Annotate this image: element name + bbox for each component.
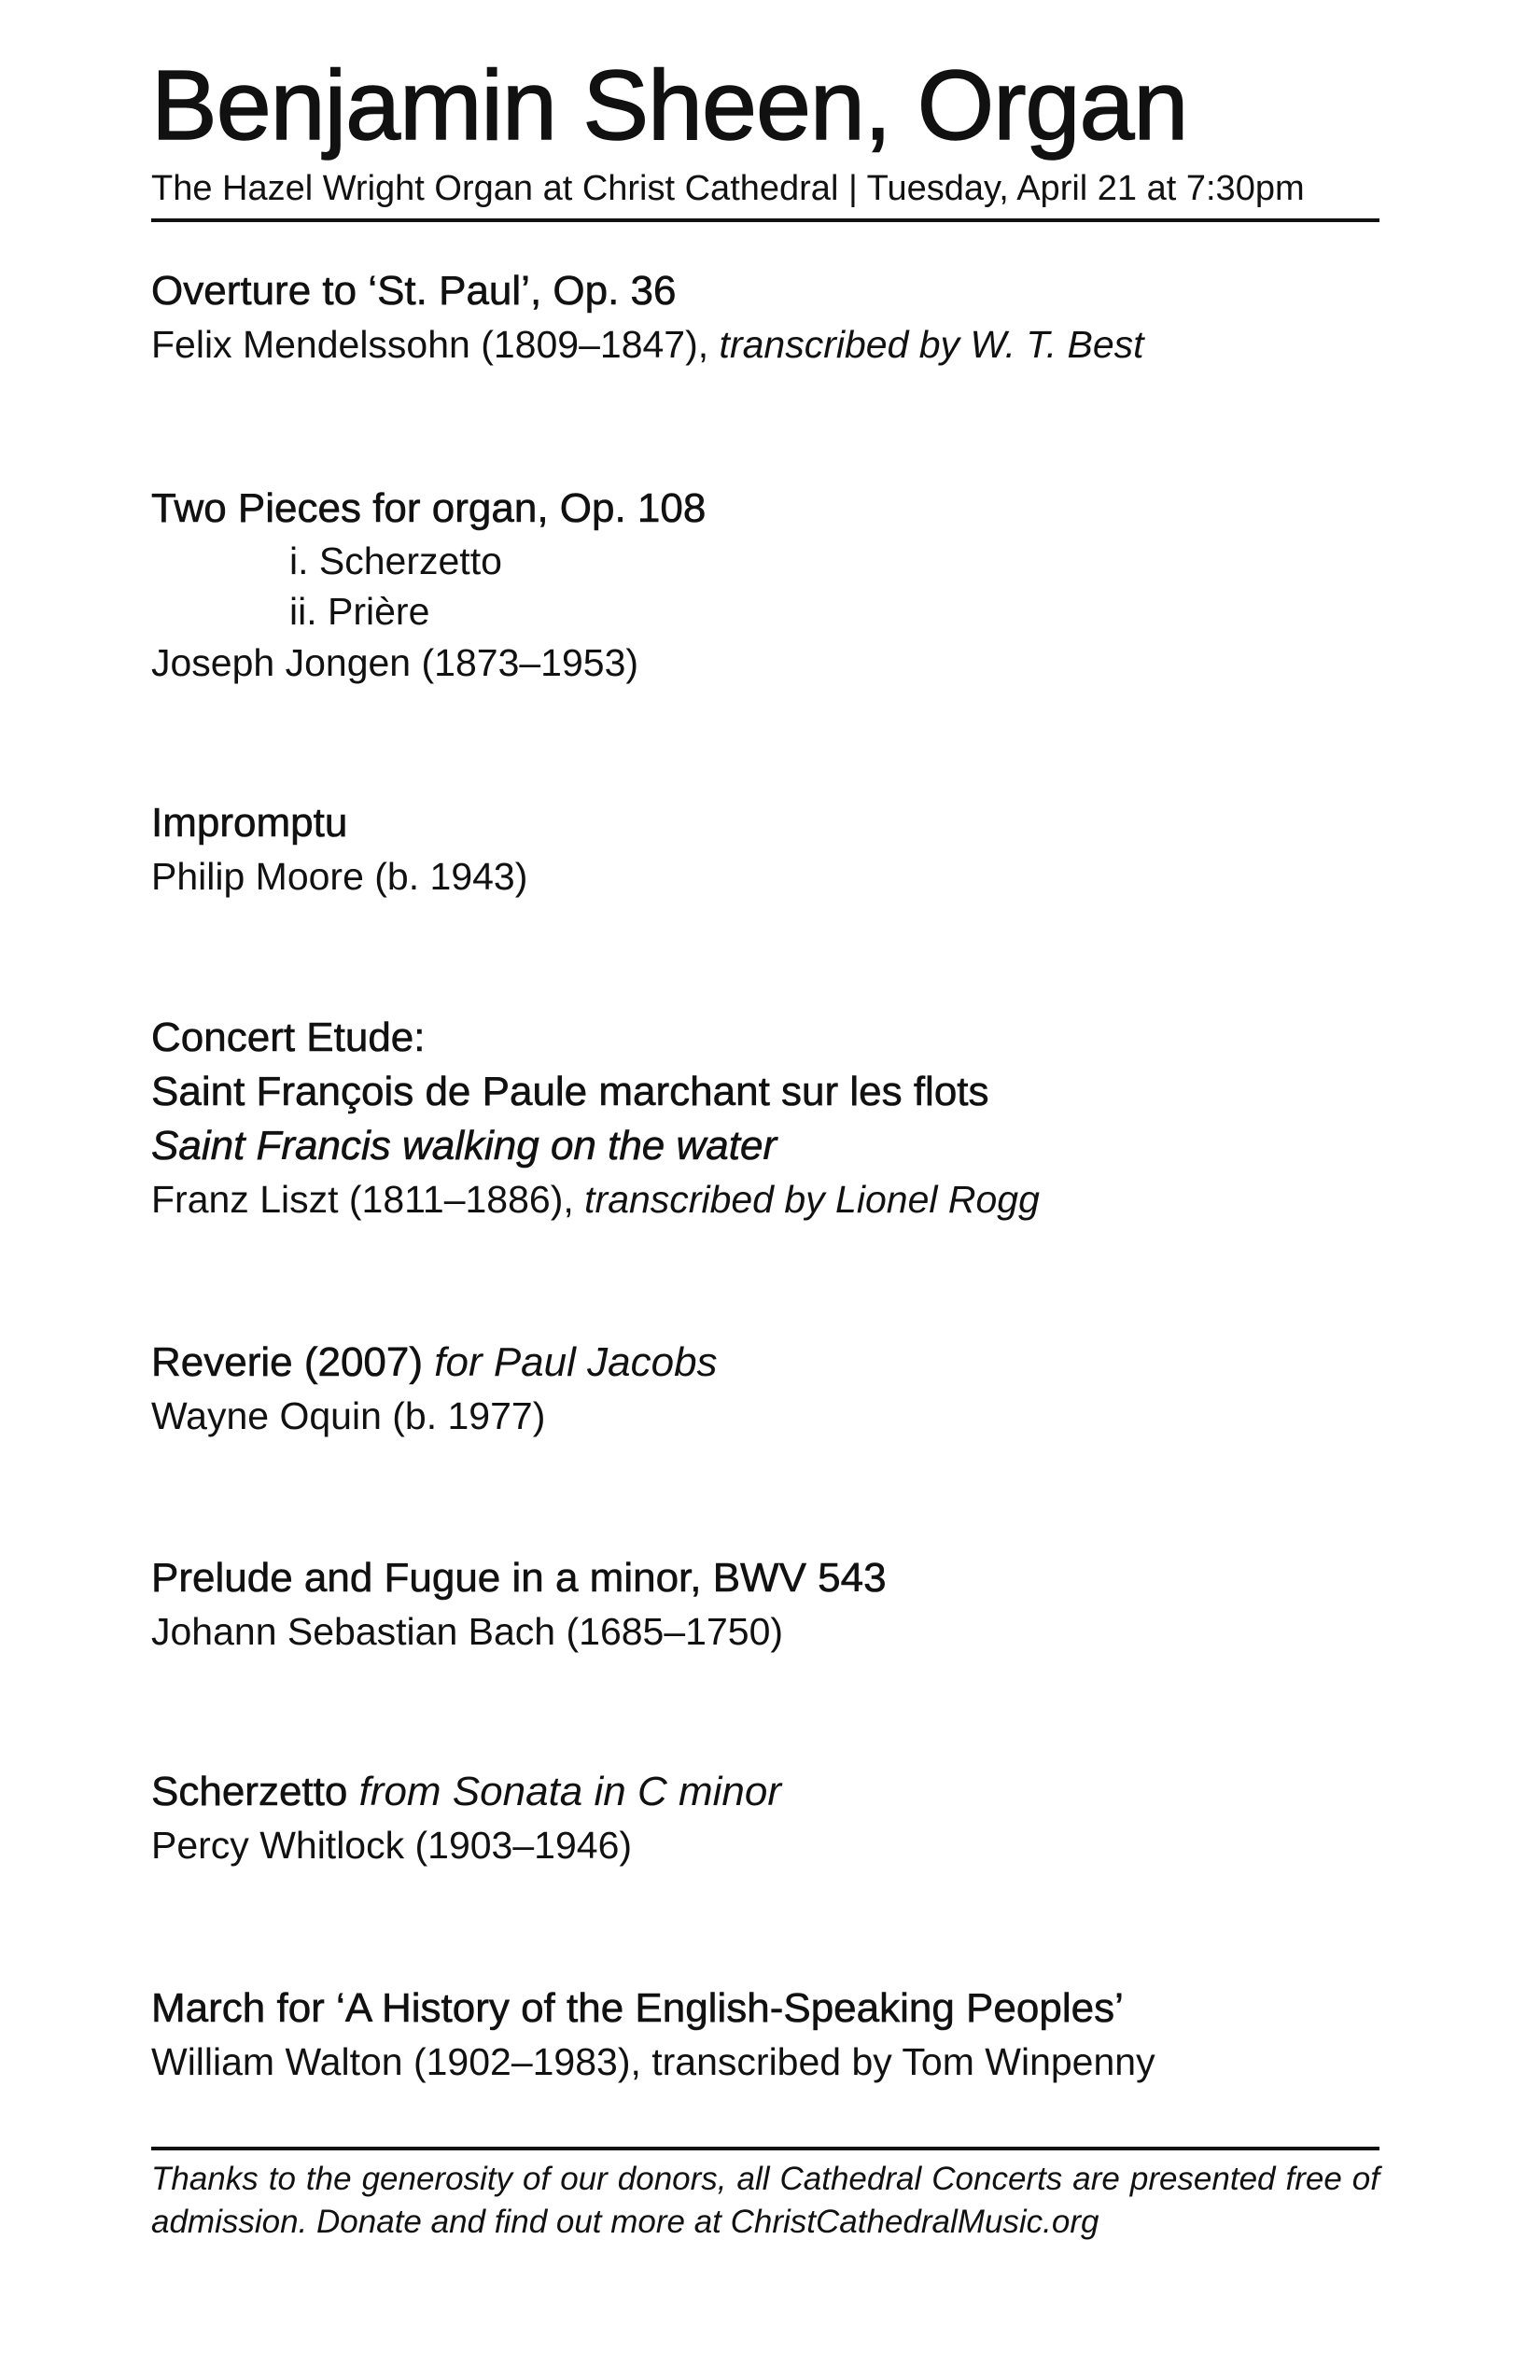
- source-note: from Sonata in C minor: [358, 1769, 781, 1814]
- piece-title: Impromptu: [151, 800, 348, 846]
- piece-title-line: [151, 1765, 1379, 1819]
- header-divider: [151, 218, 1379, 222]
- movement-item: ii. Prière: [289, 590, 430, 633]
- piece-title: Reverie (2007): [151, 1339, 424, 1385]
- composer-name: Franz Liszt (1811–1886),: [151, 1178, 585, 1221]
- piece-title: Overture to ‘St. Paul’, Op. 36: [151, 268, 677, 314]
- composer-name: Percy Whitlock (1903–1946): [151, 1824, 633, 1867]
- composer-line: [151, 1173, 1379, 1225]
- piece-title: Two Pieces for organ, Op. 108: [151, 485, 707, 531]
- transcription-note: transcribed by Lionel Rogg: [584, 1178, 1040, 1221]
- program-item-mendelssohn: [151, 264, 1379, 371]
- footer-note: Thanks to the generosity of our donors, all Cathedral Concerts are presented free of admission. Donate and find out more at ChristCathedralMusic.org: [151, 2161, 1379, 2240]
- piece-title-translation: Saint Francis walking on the water: [151, 1123, 777, 1169]
- concert-details: The Hazel Wright Organ at Christ Cathedral | Tuesday, April 21 at 7:30pm: [151, 169, 1305, 208]
- piece-title: March for ‘A History of the English-Speaking Peoples’: [151, 1985, 1124, 2031]
- page-title: Benjamin Sheen, Organ: [151, 50, 1188, 161]
- program-item-walton: [151, 1981, 1379, 2088]
- program-item-whitlock: [151, 1765, 1379, 1871]
- dedication-note: for Paul Jacobs: [434, 1339, 718, 1385]
- program-sheet: [151, 50, 1379, 222]
- piece-title-line: Saint François de Paule marchant sur les flots: [151, 1069, 989, 1114]
- piece-title: Scherzetto: [151, 1769, 348, 1814]
- piece-title-line: Concert Etude:: [151, 1015, 426, 1060]
- program-item-moore: [151, 796, 1379, 903]
- transcription-note: transcribed by W. T. Best: [719, 323, 1144, 366]
- piece-title-line: [151, 1336, 1379, 1390]
- composer-name: William Walton (1902–1983), transcribed by Tom Winpenny: [151, 2040, 1155, 2083]
- program-item-oquin: [151, 1336, 1379, 1442]
- composer-name: Joseph Jongen (1873–1953): [151, 641, 639, 684]
- movement-item: i. Scherzetto: [289, 539, 502, 582]
- composer-name: Johann Sebastian Bach (1685–1750): [151, 1610, 784, 1653]
- program-item-liszt: [151, 1011, 1379, 1225]
- composer-line: [151, 318, 1379, 371]
- composer-name: Wayne Oquin (b. 1977): [151, 1394, 546, 1437]
- footer-divider: [151, 2147, 1379, 2150]
- program-item-jongen: [151, 482, 1379, 689]
- composer-name: Felix Mendelssohn (1809–1847),: [151, 323, 720, 366]
- composer-name: Philip Moore (b. 1943): [151, 855, 528, 898]
- program-item-bach: [151, 1551, 1379, 1658]
- piece-title: Prelude and Fugue in a minor, BWV 543: [151, 1555, 887, 1601]
